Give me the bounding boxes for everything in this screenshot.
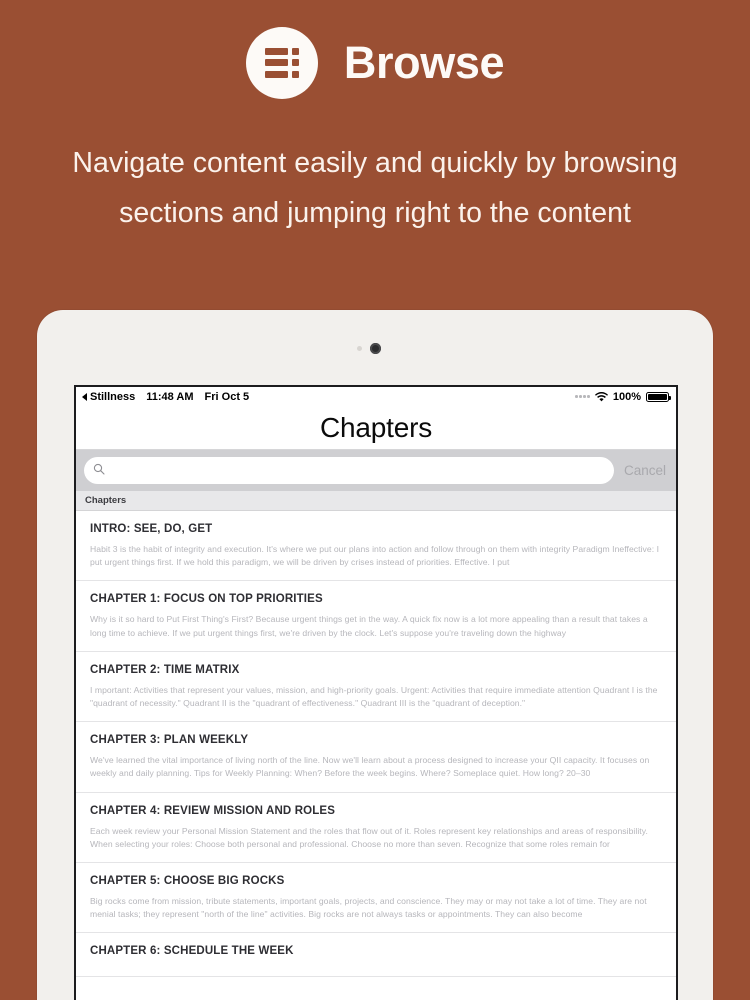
status-bar-left	[82, 391, 249, 403]
status-bar-right	[575, 391, 669, 403]
battery-percent-label: 100%	[612, 390, 641, 403]
page-title: Browse	[343, 37, 505, 88]
chapter-title: CHAPTER 5: CHOOSE BIG ROCKS	[90, 875, 285, 888]
chapter-snippet: Each week review your Personal Mission Statement and the roles that flow out of it. Roles represent key relationships and areas of responsibility. When selecting your roles: Choose both personal and professional. Choose no more than seven. Recognize that some roles remain for	[90, 825, 648, 849]
status-back-button[interactable]	[82, 391, 135, 403]
chapter-snippet: Habit 3 is the habit of integrity and execution. It's where we put our plans into action and follow through on them with integrity Paradigm Ineffective: I put urgent things first. If we hold this paradigm, we will be driven by crises instead of priorities. Effective. I put	[90, 544, 660, 568]
tablet-screen	[74, 385, 678, 1000]
chapter-title: CHAPTER 1: FOCUS ON TOP PRIORITIES	[90, 593, 323, 606]
battery-full-icon	[646, 392, 669, 402]
list-item[interactable]	[76, 722, 676, 792]
list-item[interactable]	[76, 863, 676, 933]
signal-dots-icon	[575, 395, 590, 398]
navigation-bar	[76, 406, 676, 450]
chapter-snippet: Why is it so hard to Put First Thing's First? Because urgent things get in the way. A quick fix now is a lot more appealing than a result that takes a long time to achieve. If we put urgent things first, we're driven by the clock. Let's suppose you're traveling down the highway	[90, 614, 648, 638]
chapter-title: CHAPTER 6: SCHEDULE THE WEEK	[90, 945, 294, 958]
status-back-app-label: Stillness	[90, 390, 136, 403]
search-bar	[76, 450, 676, 491]
cancel-button[interactable]: Cancel	[620, 463, 670, 478]
section-header: Chapters	[76, 491, 676, 511]
status-bar	[76, 387, 676, 406]
search-input[interactable]	[111, 464, 605, 478]
promo-header	[0, 0, 750, 92]
browse-list-icon	[246, 27, 318, 99]
promo-subtitle: Navigate content easily and quickly by browsing sections and jumping right to the content	[72, 147, 678, 229]
chapter-snippet: We've learned the vital importance of living north of the line. Now we'll learn about a process designed to increase your QII capacity. It focuses on weekly and daily planning. Tips for Weekly Planning: When? Before the week begins. Where? Someplace quiet. How long? 20–30	[90, 755, 650, 779]
list-item[interactable]	[76, 511, 676, 581]
chapter-title: INTRO: SEE, DO, GET	[90, 523, 213, 535]
search-field[interactable]	[84, 457, 614, 484]
chapter-title: CHAPTER 3: PLAN WEEKLY	[90, 734, 249, 747]
chapter-title: CHAPTER 2: TIME MATRIX	[90, 663, 240, 676]
status-date: Fri Oct 5	[204, 390, 250, 403]
ambient-sensor-icon	[357, 346, 362, 351]
search-icon	[93, 462, 105, 480]
nav-title: Chapters	[319, 411, 432, 443]
chapter-snippet: Big rocks come from mission, tribute statements, important goals, projects, and conscience. They may or may not take a lot of time. They are not menial tasks; they represent "north of the line" activities. Big rocks are not always tasks or appointments. They can also become	[90, 896, 647, 920]
status-time: 11:48 AM	[146, 390, 194, 403]
list-item[interactable]	[76, 581, 676, 651]
browse-glyph	[265, 48, 299, 78]
browse-glyph-bars	[265, 48, 289, 78]
list-item[interactable]	[76, 933, 676, 977]
chapter-title: CHAPTER 4: REVIEW MISSION AND ROLES	[90, 804, 336, 817]
back-triangle-icon	[82, 393, 87, 401]
list-item[interactable]	[76, 652, 676, 722]
browse-glyph-dots	[292, 48, 299, 78]
wifi-icon	[595, 392, 608, 402]
list-item[interactable]	[76, 793, 676, 863]
front-camera-icon	[370, 343, 381, 354]
chapter-snippet: I mportant: Activities that represent your values, mission, and high-priority goals. Urgent: Activities that require immediate attention Quadrant I is the "quadrant of necessity." Quadrant II is the "quadrant of effectiveness." Quadrant III is the "quadrant of deception."	[90, 684, 658, 709]
chapter-list	[76, 511, 676, 977]
